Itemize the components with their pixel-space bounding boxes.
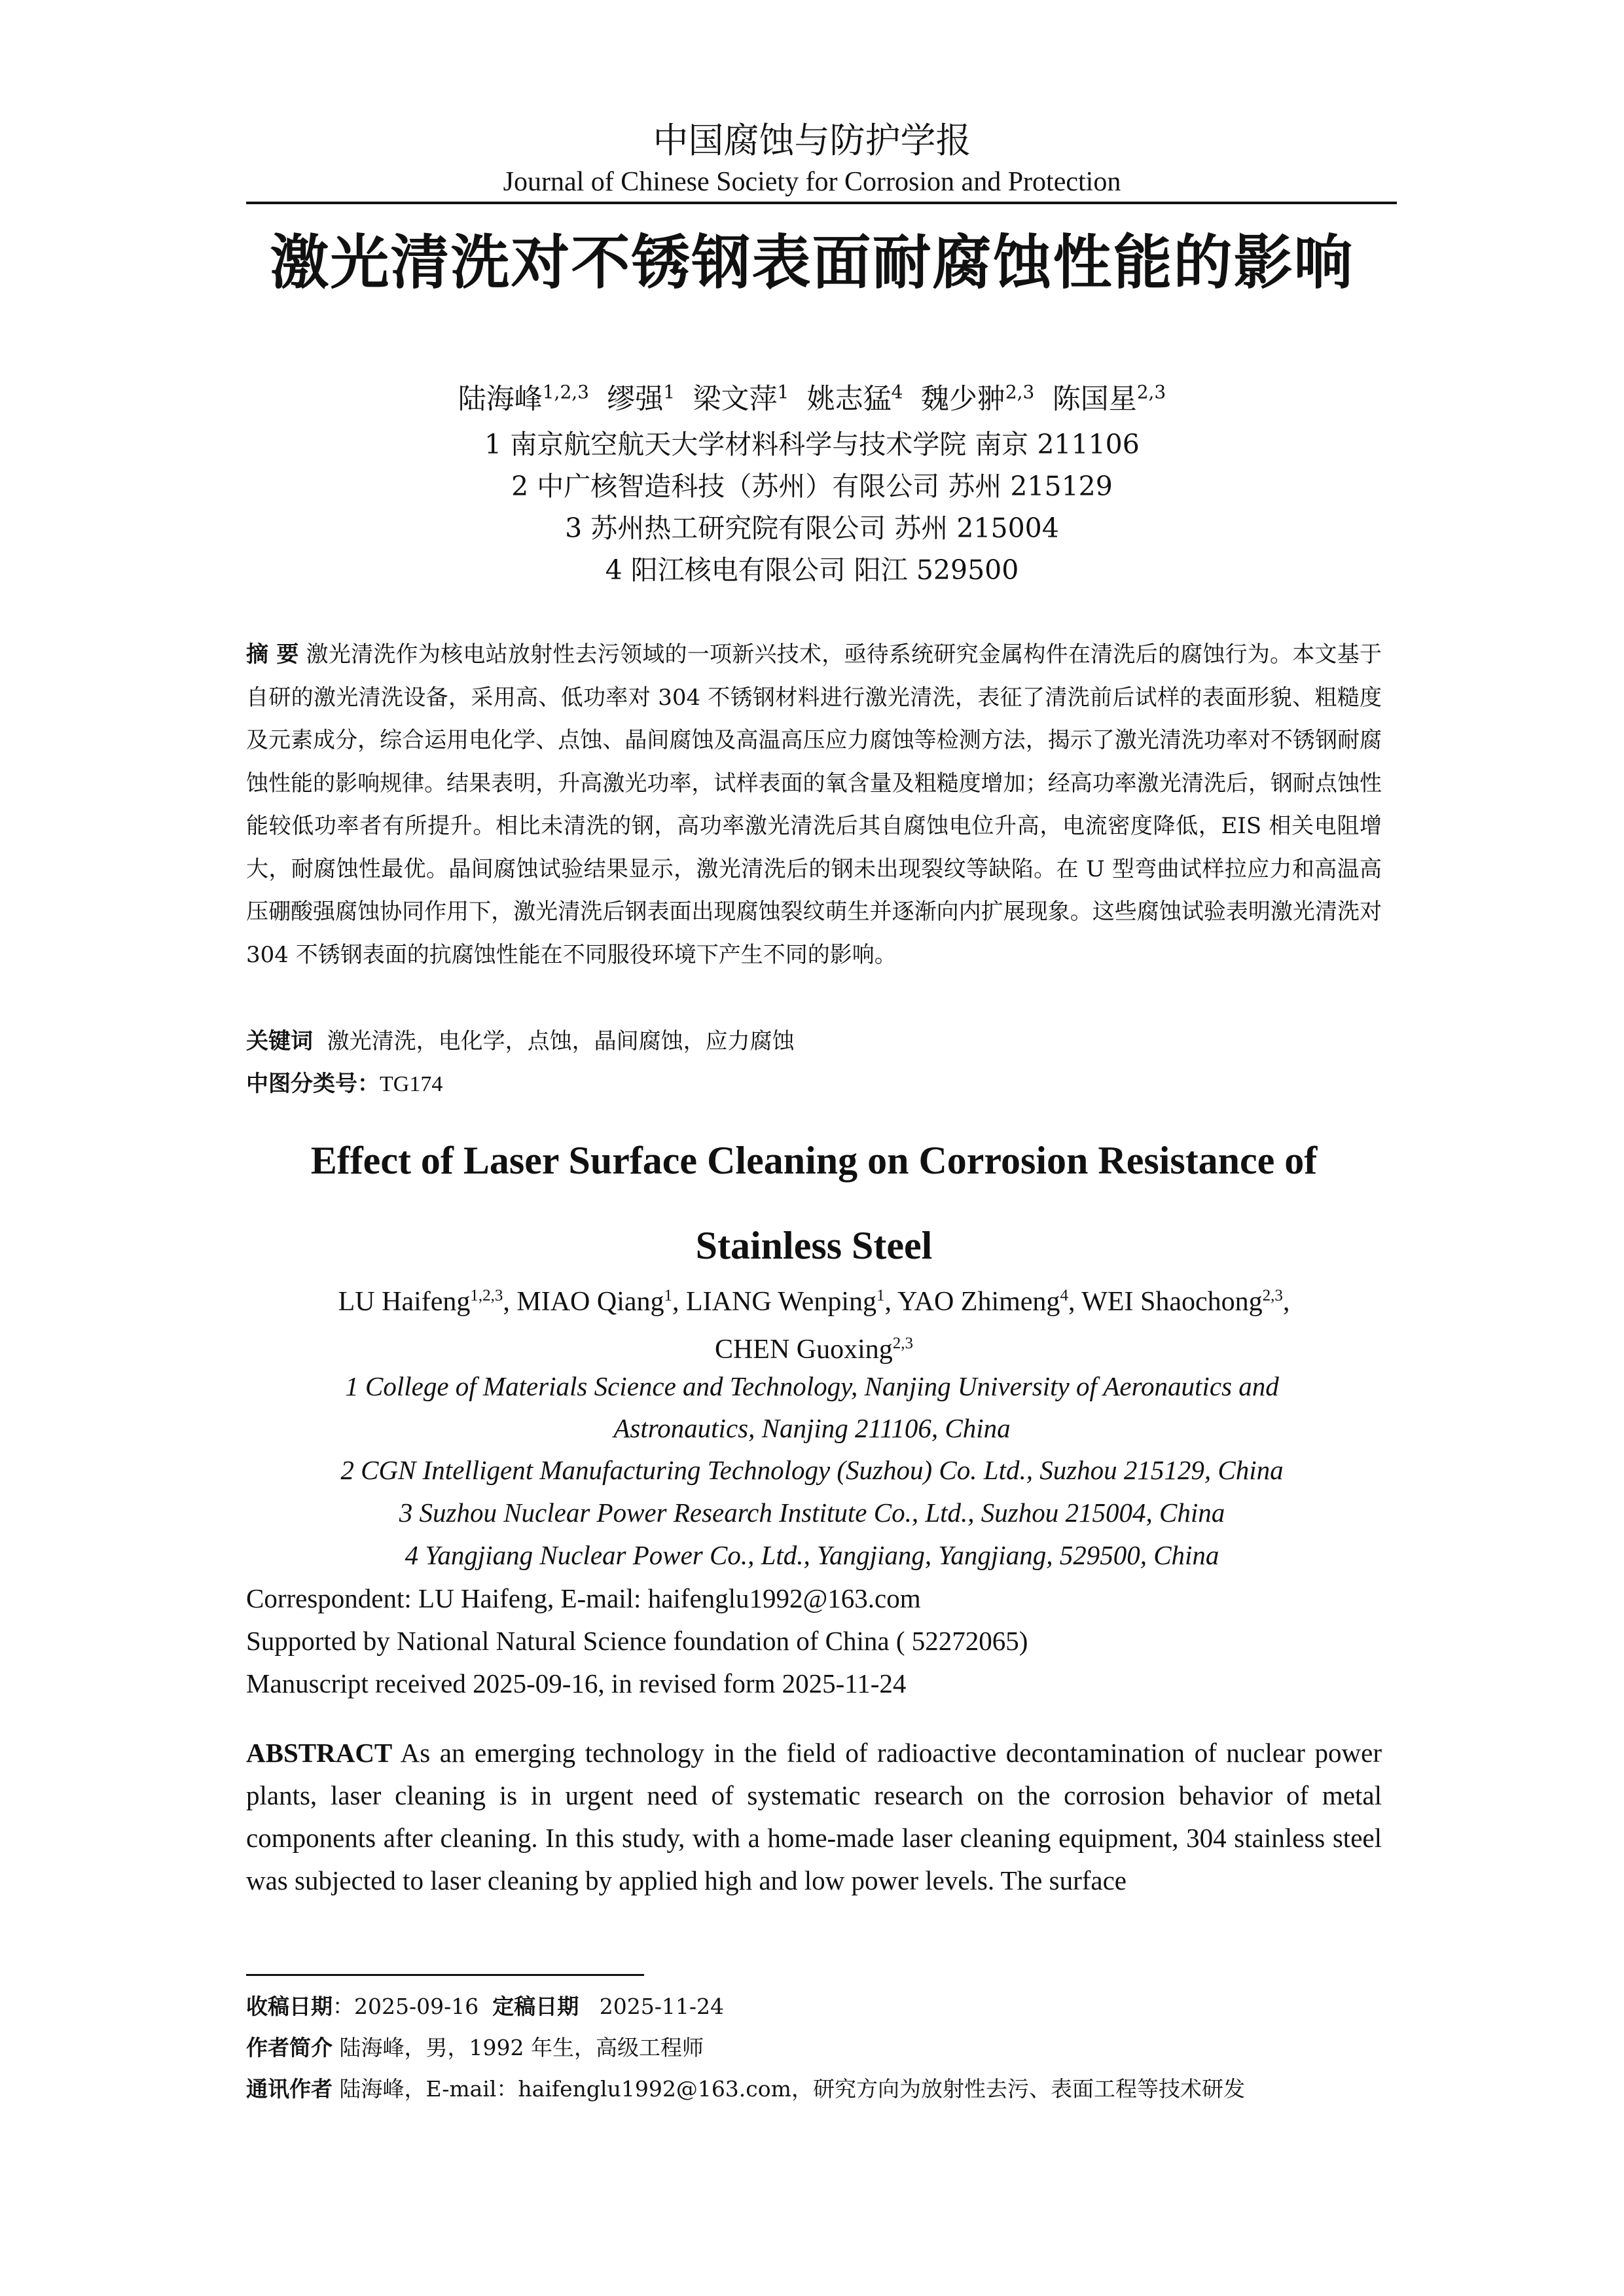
author-en: CHEN Guoxing bbox=[714, 1335, 893, 1365]
author-affil-sup: 2,3 bbox=[1136, 381, 1166, 403]
author-bio-text: 陆海峰，男，1992 年生，高级工程师 bbox=[339, 2035, 704, 2060]
author-cn: 魏少翀 bbox=[920, 383, 1005, 416]
journal-name-cn: 中国腐蚀与防护学报 bbox=[653, 120, 971, 161]
author-affil-sup: 1 bbox=[777, 381, 789, 403]
keywords-cn bbox=[246, 1023, 795, 1055]
received-line: Manuscript received 2025-09-16, in revised form 2025-11-24 bbox=[246, 1668, 907, 1698]
author-affil-sup: 2,3 bbox=[1005, 381, 1035, 403]
author-affil-sup: 1 bbox=[664, 1287, 673, 1304]
paper-title-en: Effect of Laser Surface Cleaning on Corrosion Resistance of Stainless Steel bbox=[310, 1139, 1318, 1267]
affiliation-cn: 1 南京航空航天大学材料科学与技术学院 南京 211106 bbox=[484, 429, 1140, 460]
author-affil-sup: 4 bbox=[891, 381, 903, 403]
clc-number bbox=[246, 1066, 442, 1098]
journal-name-en: Journal of Chinese Society for Corrosion and Protection bbox=[503, 167, 1121, 197]
footnote-author-bio bbox=[246, 2031, 704, 2062]
paper-title-cn: 激光清洗对不锈钢表面耐腐蚀性能的影响 bbox=[270, 228, 1354, 297]
received-date-value: ：2025-09-16 bbox=[333, 1994, 479, 2019]
affiliation-cn: 2 中广核智造科技（苏州）有限公司 苏州 215129 bbox=[511, 471, 1113, 502]
author-cn: 陆海峰 bbox=[458, 383, 543, 416]
author-cn: 梁文萍 bbox=[693, 383, 778, 416]
funding-line: Supported by National Natural Science foundation of China ( 52272065) bbox=[246, 1626, 1028, 1656]
keywords-label: 关键词 bbox=[246, 1028, 313, 1054]
clc-value: TG174 bbox=[380, 1072, 443, 1096]
author-cn: 陈国星 bbox=[1052, 383, 1137, 416]
abstract-text-cn: 激光清洗作为核电站放射性去污领域的一项新兴技术，亟待系统研究金属构件在清洗后的腐蚀行为。本文基于自研的激光清洗设备，采用高、低功率对 304 不锈钢材料进行激光清洗，表征了清洗前后试样的表面形貌、粗糙度及元素成分，综合运用电化学、点蚀、晶间腐蚀及高温高压应力腐蚀等检测方法，揭示了激光清洗功率对不锈钢耐腐蚀性能的影响规律。结果表明，升高激光功率，试样表面的氧含量及粗糙度增加；经高功率激光清洗后，钢耐点蚀性能较低功率者有所提升。相比未清洗的钢，高功率激光清洗后其自腐蚀电位升高，电流密度降低，EIS 相关电阻增大，耐腐蚀性最优。晶间腐蚀试验结果显示，激光清洗后的钢未出现裂纹等缺陷。在 U 型弯曲试样拉应力和高温高压硼酸强腐蚀协同作用下，激光清洗后钢表面出现腐蚀裂纹萌生并逐渐向内扩展现象。这些腐蚀试验表明激光清洗对 304 不锈钢表面的抗腐蚀性能在不同服役环境下产生不同的影响。 bbox=[246, 641, 1382, 968]
corresponding-label: 通讯作者 bbox=[246, 2076, 333, 2102]
author-cn: 缪强 bbox=[607, 383, 664, 416]
final-date-value: 2025-11-24 bbox=[599, 1994, 724, 2019]
abstract-text-en: As an emerging technology in the field of radioactive decontamination of nuclear power plants, laser cleaning is in urgent need of systematic research on the corrosion behavior of metal components after cleaning. In this study, with a home-made laser cleaning equipment, 304 stainless steel was subjected to laser cleaning by applied high and low power levels. The surface bbox=[246, 1738, 1382, 1895]
abstract-label-cn: 摘 要 bbox=[246, 641, 299, 668]
affiliation-en: Astronautics, Nanjing 211106, China bbox=[613, 1413, 1011, 1443]
author-bio-label: 作者简介 bbox=[246, 2035, 333, 2060]
final-date-label: 定稿日期 bbox=[492, 1994, 579, 2019]
abstract-en bbox=[246, 1732, 1382, 1902]
author-cn: 姚志猛 bbox=[806, 383, 892, 416]
author-affil-sup: 2,3 bbox=[1262, 1287, 1283, 1304]
author-affil-sup: 1,2,3 bbox=[542, 381, 589, 403]
keywords-text: 激光清洗，电化学，点蚀，晶间腐蚀，应力腐蚀 bbox=[327, 1028, 795, 1054]
author-en: YAO Zhimeng bbox=[897, 1287, 1060, 1317]
affiliation-en: 3 Suzhou Nuclear Power Research Institute Co., Ltd., Suzhou 215004, China bbox=[399, 1498, 1225, 1528]
author-affil-sup: 1,2,3 bbox=[470, 1287, 503, 1304]
abstract-cn bbox=[246, 634, 1382, 977]
affiliation-en: 2 CGN Intelligent Manufacturing Technology (Suzhou) Co. Ltd., Suzhou 215129, China bbox=[340, 1455, 1284, 1485]
author-list-en: LU Haifeng$^{1,2,3}$, MIAO Qiang$^1$, LIANG Wenping$^1$, YAO Zhimeng$^4$, WEI Shaochong$^{2,3}$, CHEN Guoxing$^{2,3}$ bbox=[338, 1287, 1290, 1365]
author-affil-sup: 2,3 bbox=[892, 1335, 914, 1352]
affiliation-cn: 3 苏州热工研究院有限公司 苏州 215004 bbox=[565, 512, 1059, 544]
header-divider bbox=[246, 202, 1397, 204]
affiliation-cn: 4 阳江核电有限公司 阳江 529500 bbox=[605, 554, 1019, 586]
author-affil-sup: 1 bbox=[876, 1287, 885, 1304]
author-list-cn bbox=[0, 377, 1624, 417]
received-date-label: 收稿日期 bbox=[246, 1994, 333, 2019]
author-en: LIANG Wenping bbox=[686, 1287, 876, 1317]
author-affil-sup: 1 bbox=[663, 381, 676, 403]
affiliation-en: 4 Yangjiang Nuclear Power Co., Ltd., Yangjiang, Yangjiang, 529500, China bbox=[405, 1540, 1219, 1570]
abstract-label-en: ABSTRACT bbox=[246, 1738, 393, 1768]
affiliation-en: 1 College of Materials Science and Technology, Nanjing University of Aeronautics and bbox=[345, 1371, 1279, 1401]
author-en: MIAO Qiang bbox=[516, 1287, 664, 1317]
correspondent-line: Correspondent: LU Haifeng, E-mail: haifenglu1992@163.com bbox=[246, 1583, 921, 1613]
footnote-divider bbox=[246, 1974, 644, 1976]
corresponding-text: 陆海峰，E-mail：haifenglu1992@163.com，研究方向为放射性去污、表面工程等技术研发 bbox=[339, 2076, 1245, 2102]
author-en: WEI Shaochong bbox=[1081, 1287, 1263, 1317]
footnote-corresponding bbox=[246, 2072, 1245, 2103]
author-en: LU Haifeng bbox=[338, 1287, 471, 1317]
author-affil-sup: 4 bbox=[1060, 1287, 1068, 1304]
footnote-dates bbox=[246, 1990, 724, 2020]
clc-label: 中图分类号： bbox=[246, 1071, 380, 1097]
